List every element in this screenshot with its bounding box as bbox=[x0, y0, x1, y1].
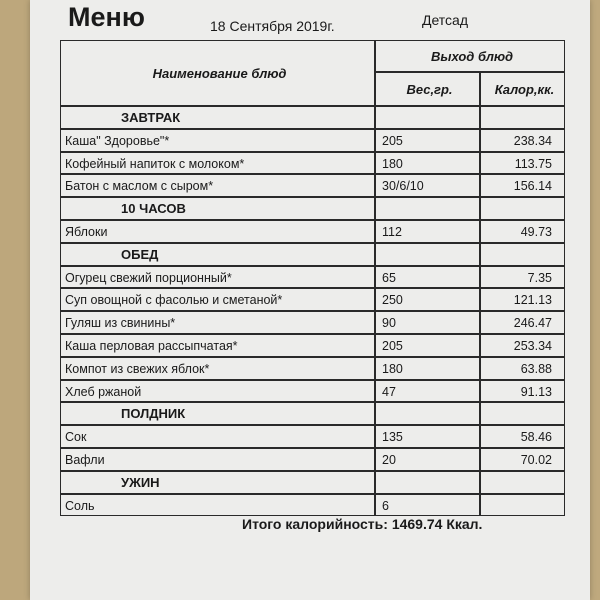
header-weight: Вес,гр. bbox=[375, 72, 480, 106]
dish-name: Суп овощной с фасолью и сметаной* bbox=[60, 288, 375, 311]
dish-weight: 20 bbox=[375, 448, 480, 471]
dish-name: Яблоки bbox=[60, 220, 375, 243]
menu-org: Детсад bbox=[422, 12, 469, 28]
dish-weight: 112 bbox=[375, 220, 480, 243]
dish-name: Сок bbox=[60, 425, 375, 448]
dish-weight: 30/6/10 bbox=[375, 174, 480, 197]
dish-weight: 205 bbox=[375, 129, 480, 152]
header-calories: Калор,кк. bbox=[480, 72, 565, 106]
menu-title: Меню bbox=[68, 2, 145, 32]
section-cal-cell bbox=[480, 106, 565, 129]
section-title: ОБЕД bbox=[60, 243, 375, 266]
dish-calories: 7.35 bbox=[480, 266, 565, 289]
dish-calories: 156.14 bbox=[480, 174, 565, 197]
section-cal-cell bbox=[480, 243, 565, 266]
dish-calories: 63.88 bbox=[480, 357, 565, 380]
dish-calories: 70.02 bbox=[480, 448, 565, 471]
header-name: Наименование блюд bbox=[60, 40, 375, 106]
dish-weight: 65 bbox=[375, 266, 480, 289]
dish-weight: 250 bbox=[375, 288, 480, 311]
section-title: ПОЛДНИК bbox=[60, 402, 375, 425]
dish-weight: 47 bbox=[375, 380, 480, 403]
section-weight-cell bbox=[375, 471, 480, 494]
menu-date: 18 Сентября 2019г. bbox=[210, 18, 335, 34]
total-calories: Итого калорийность: 1469.74 Ккал. bbox=[242, 516, 483, 532]
dish-calories: 49.73 bbox=[480, 220, 565, 243]
dish-calories: 113.75 bbox=[480, 152, 565, 175]
dish-name: Каша перловая рассыпчатая* bbox=[60, 334, 375, 357]
header-output: Выход блюд bbox=[375, 40, 565, 72]
section-title: 10 ЧАСОВ bbox=[60, 197, 375, 220]
dish-name: Компот из свежих яблок* bbox=[60, 357, 375, 380]
section-title: УЖИН bbox=[60, 471, 375, 494]
dish-calories: 253.34 bbox=[480, 334, 565, 357]
dish-weight: 205 bbox=[375, 334, 480, 357]
dish-calories bbox=[480, 494, 565, 517]
dish-name: Вафли bbox=[60, 448, 375, 471]
dish-calories: 91.13 bbox=[480, 380, 565, 403]
dish-name: Хлеб ржаной bbox=[60, 380, 375, 403]
dish-calories: 58.46 bbox=[480, 425, 565, 448]
dish-name: Огурец свежий порционный* bbox=[60, 266, 375, 289]
wall-left bbox=[0, 0, 30, 600]
dish-weight: 90 bbox=[375, 311, 480, 334]
dish-name: Кофейный напиток с молоком* bbox=[60, 152, 375, 175]
dish-calories: 238.34 bbox=[480, 129, 565, 152]
dish-weight: 180 bbox=[375, 152, 480, 175]
dish-weight: 135 bbox=[375, 425, 480, 448]
dish-name: Батон с маслом с сыром* bbox=[60, 174, 375, 197]
dish-calories: 246.47 bbox=[480, 311, 565, 334]
section-weight-cell bbox=[375, 197, 480, 220]
dish-weight: 180 bbox=[375, 357, 480, 380]
section-cal-cell bbox=[480, 402, 565, 425]
dish-calories: 121.13 bbox=[480, 288, 565, 311]
section-weight-cell bbox=[375, 106, 480, 129]
dish-name: Соль bbox=[60, 494, 375, 517]
section-cal-cell bbox=[480, 197, 565, 220]
section-weight-cell bbox=[375, 402, 480, 425]
section-weight-cell bbox=[375, 243, 480, 266]
dish-weight: 6 bbox=[375, 494, 480, 517]
section-cal-cell bbox=[480, 471, 565, 494]
section-title: ЗАВТРАК bbox=[60, 106, 375, 129]
dish-name: Каша" Здоровье"* bbox=[60, 129, 375, 152]
dish-name: Гуляш из свинины* bbox=[60, 311, 375, 334]
